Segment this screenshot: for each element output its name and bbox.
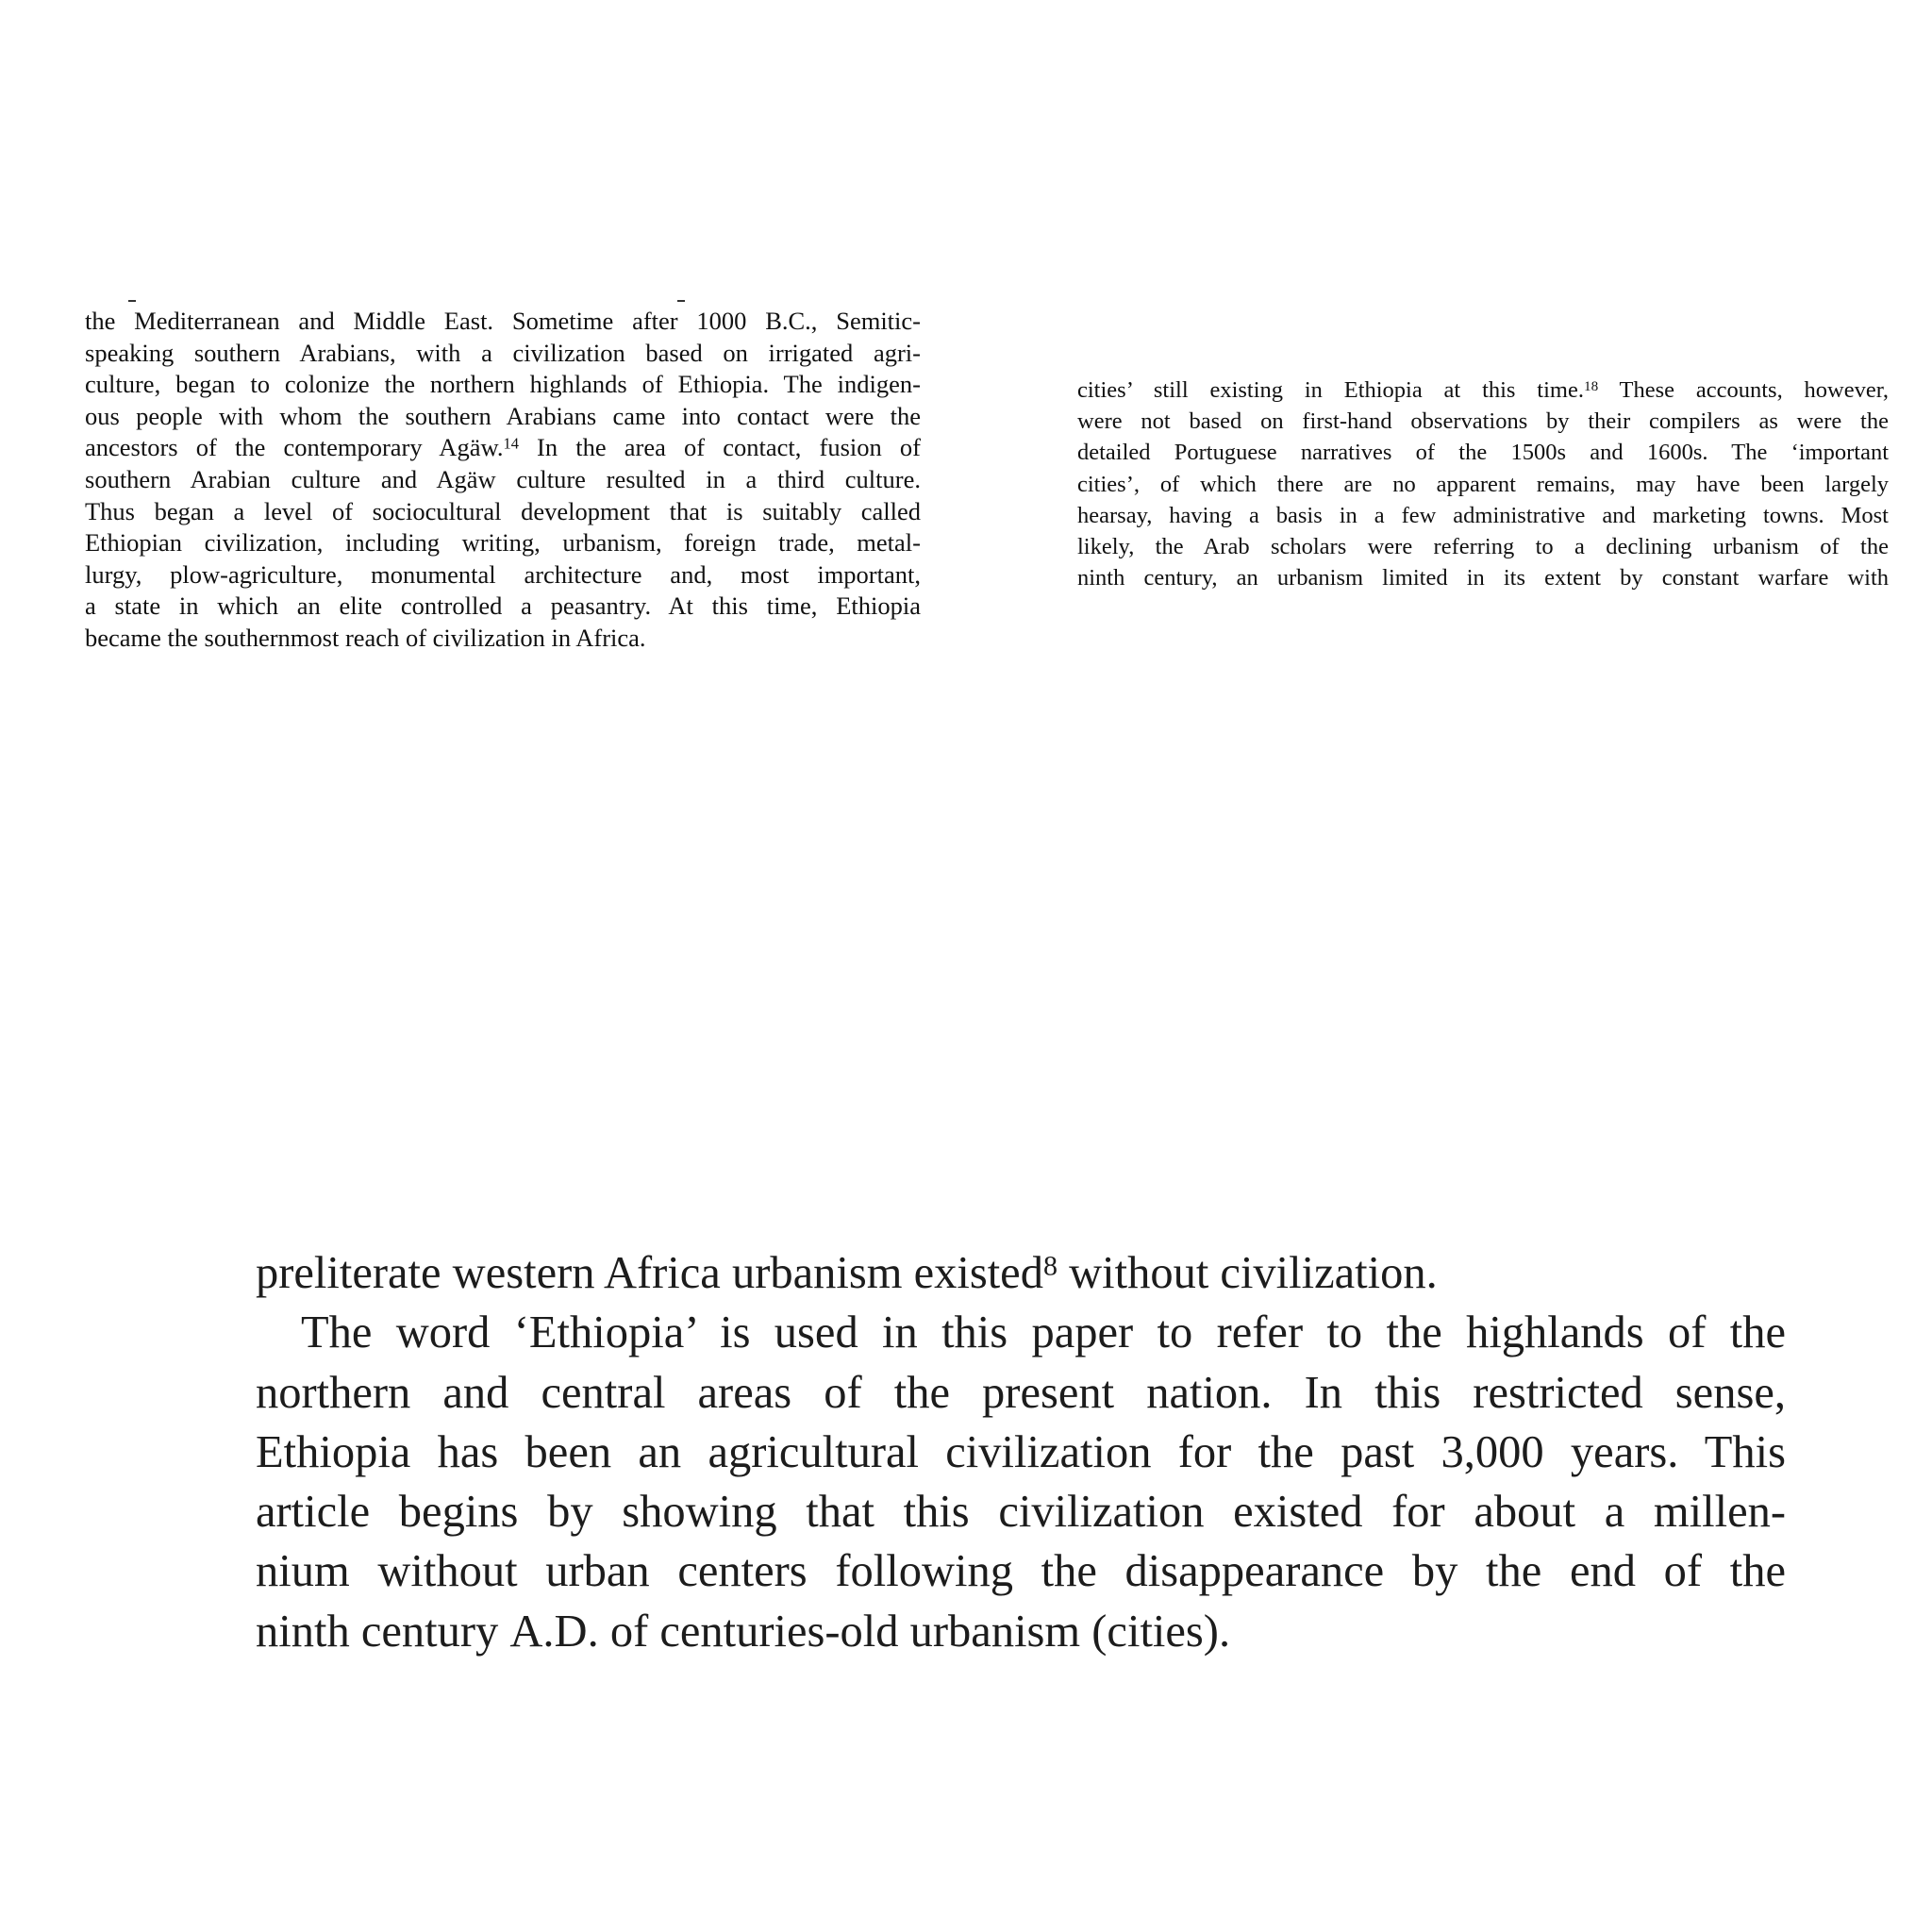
text-line: ninth century A.D. of centuries-old urbanism (cities). [256, 1606, 1231, 1657]
text-line: ous people with whom the southern Arabians came into contact were the [85, 401, 921, 430]
text-line: Ethiopia has been an agricultural civilization for the past 3,000 years. This [256, 1426, 1786, 1477]
text-line: ancestors of the contemporary Agäw.$^{14}$ In the area of contact, fusion of [85, 433, 921, 462]
text-line: became the southernmost reach of civilization in Africa. [85, 623, 646, 652]
text-line: culture, began to colonize the northern highlands of Ethiopia. The indigen- [85, 370, 921, 399]
text-excerpt-ethiopian-civilization [85, 306, 921, 655]
text-line: a state in which an elite controlled a peasantry. At this time, Ethiopia [85, 591, 921, 621]
text-line: southern Arabian culture and Agäw culture resulted in a third culture. [85, 464, 921, 493]
text-line: cities’ still existing in Ethiopia at this time.$^{18}$ These accounts, however, [1077, 377, 1890, 403]
scan-mark [128, 300, 136, 302]
scan-mark [677, 300, 685, 302]
text-line: detailed Portuguese narratives of the 1500s and 1600s. The ‘important [1077, 440, 1889, 466]
text-excerpt-arab-accounts [1077, 375, 1889, 593]
text-line: nium without urban centers following the disappearance by the end of the [256, 1546, 1786, 1597]
footnote-marker: 14 [503, 434, 519, 453]
footnote-marker: 8 [1042, 1249, 1058, 1282]
text-line: lurgy, plow-agriculture, monumental architecture and, most important, [85, 559, 921, 589]
footnote-marker: 18 [1583, 378, 1599, 395]
text-line: hearsay, having a basis in a few administrative and marketing towns. Most [1077, 502, 1889, 528]
text-line: likely, the Arab scholars were referring to a declining urbanism of the [1077, 534, 1889, 560]
text-line: northern and central areas of the present nation. In this restricted sense, [256, 1367, 1786, 1418]
text-line: article begins by showing that this civilization existed for about a millen- [256, 1487, 1786, 1538]
text-line: preliterate western Africa urbanism existed$^8$ without civilization. [256, 1248, 1438, 1298]
text-excerpt-introduction [256, 1243, 1786, 1661]
text-line: were not based on first-hand observations by their compilers as were the [1077, 408, 1889, 435]
text-line: ninth century, an urbanism limited in its extent by constant warfare with [1077, 565, 1889, 591]
text-line: The word ‘Ethiopia’ is used in this paper to refer to the highlands of the [301, 1307, 1786, 1358]
text-line: Thus began a level of sociocultural development that is suitably called [85, 496, 921, 525]
text-line: speaking southern Arabians, with a civilization based on irrigated agri- [85, 338, 921, 367]
text-line: the Mediterranean and Middle East. Sometime after 1000 B.C., Semitic- [85, 307, 921, 335]
text-line: cities’, of which there are no apparent remains, may have been largely [1077, 471, 1889, 497]
text-line: Ethiopian civilization, including writing, urbanism, foreign trade, metal- [85, 528, 921, 558]
